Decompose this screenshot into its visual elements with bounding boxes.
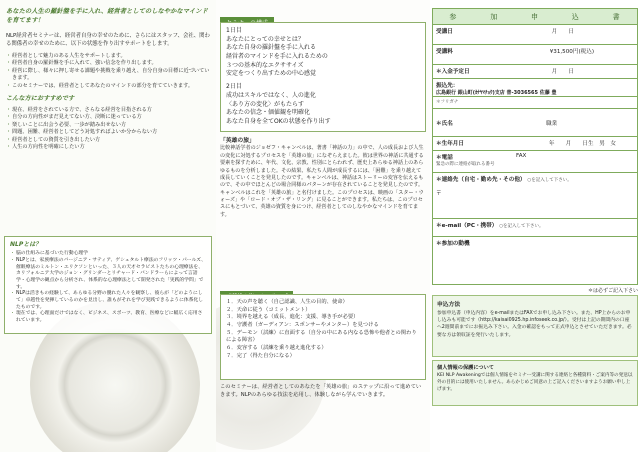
contact-label: ＊連絡先（自宅・勤め先・その他） (436, 177, 526, 183)
list-item: ・ 経営者としての資質を引き出したい方 (6, 137, 210, 145)
list-item: ・ 人生の方向性を明確にしたい方 (6, 144, 210, 152)
day2-item: あなたの信念・価値観を明確化 (226, 109, 311, 117)
day2-label: 2日目 (226, 83, 242, 91)
furigana-label: ＊フリガナ (436, 100, 459, 105)
contact-row[interactable] (432, 173, 638, 219)
deposit-row[interactable] (432, 65, 638, 79)
tel-label: ＊電話 (436, 155, 453, 161)
day1-item: あなたにとっての幸せとは？ (226, 35, 304, 43)
nlp-title: NLPとは？ (10, 241, 42, 248)
howto-text: 参加申込書（申込内容）をe-mailまたはFAXでお申し込み下さい。また、HP上からのお申し込みも可能です（http://kaisai0925.hp.infoseek.co.jp/）。受付は上記の期間内の口座へ2週間前までにお振込み下さい。入金の確認をもって正式申込とさせていただきます。必要な方は領収証を発行いたします。 (437, 311, 632, 338)
day2-item: 〈あり方の変化〉がもたらす (226, 100, 305, 108)
recommend-list (6, 107, 210, 152)
compose-box (220, 22, 426, 132)
list-item: ・ このセミナーでは、経営者としてあなたのマインドの部分を育てていきます。 (6, 83, 210, 91)
deposit-date: 月 日 (551, 69, 574, 75)
birth-row[interactable] (432, 137, 638, 151)
step-item: ５．デーモン（試練）に直面する（自分の中にある内なる恐怖や他者との関わりによる障害） (226, 329, 417, 344)
fee-value: ¥31,500円(税込) (549, 49, 594, 55)
furigana-row[interactable] (432, 97, 638, 109)
required-note: ＊は必ずご記入下さい (587, 288, 638, 294)
tel-row[interactable] (432, 151, 638, 173)
list-item: ・ NLPとは、家族療法のバージニア・サティア、ゲシュタルト療法のフリッツ・パールズ、催眠療法のミルトン・エリクソンといった、３人の天才セラピストたちの心理療法を、カリフォルニア大学のジョン・グリンダーとリチャード・バンドラーらによって言語学・心理学の観点から分析され、体系的な心理療法として開発された「実践的学問」です。 (10, 258, 206, 292)
day1-label: 1日目 (226, 27, 242, 34)
list-item: ・ 経営に際し、様々に押し寄せる課題や挑戦を乗り越え、自分自身の目標に近づいていきます。 (6, 68, 210, 83)
email-note: ○を記入して下さい。 (499, 224, 544, 229)
closing-text: このセミナーは、経営者としてのあなたを「英雄の旅」のステップに沿って進めていきます。NLPのあらゆる技法を応用し、体験しながら学んでいきます。 (220, 384, 422, 398)
name-label: ＊氏名 (436, 120, 453, 127)
tel-note: 緊急の際に連絡が取れる番号 (436, 162, 495, 167)
name-row[interactable] (432, 109, 638, 137)
list-item: ・ 脳の仕組みに基づいた行動心理学 (10, 251, 206, 258)
howto-label: 申込方法 (437, 302, 461, 308)
bank-row (432, 79, 638, 97)
deposit-label: ＊入金予定日 (436, 69, 470, 75)
step-item: １．天の声を聴く（自己認識、人生の目的、使命） (226, 299, 348, 305)
receipt-label: 受講日 (436, 29, 453, 35)
list-item: ・ 経営者として魅力のある人生をサポートします。 (6, 53, 210, 61)
bank-value: 広島銀行 銀山町(ｶﾅﾔﾏﾁｮｳ)支店 普-3036565 佐藤 豊 (436, 90, 557, 96)
list-item: ・ 経営者自身の羅針盤を手に入れて、強い信念を作り出します。 (6, 60, 210, 68)
motive-label: ＊参加の動機 (436, 241, 470, 247)
feature-list (6, 53, 210, 91)
step-item: ７．完了（得た自分になる） (226, 352, 295, 359)
day1-item: 安定をつくり出すための中心感覚 (226, 70, 317, 78)
privacy-box (432, 360, 638, 406)
intro-title: あなたの人生の羅針盤を手に入れ、経営者としてのしなやかなマインドを育てます！ (6, 8, 208, 24)
motive-row[interactable] (432, 237, 638, 285)
hero-title: 「英雄の旅」 (220, 138, 255, 144)
steps-box (220, 294, 426, 380)
step-item: ４．守護者（ガーディアン：スポンサーやメンター）を見つける (226, 322, 379, 329)
nlp-list (10, 251, 206, 325)
day1-item: あなた自身の羅針盤を手に入れる (226, 44, 317, 52)
list-item: ・ 現在、経営をされている方で、さらなる経営を目指される方 (6, 107, 210, 115)
day2-item: あなた自身を全てOKの状態を作り出す (226, 117, 331, 125)
day2-item: 成功はスキルではなく、人の進化 (226, 91, 316, 99)
list-item: ・ 自分の方向性がまだ見えてない方、決断に迷っている方 (6, 114, 210, 122)
postal-mark: 〒 (436, 191, 442, 197)
privacy-label: 個人情報の保護について (437, 365, 494, 371)
application-form (430, 0, 640, 452)
nlp-box (4, 236, 212, 334)
fee-label: 受講料 (436, 49, 453, 55)
step-item: ６．変容する（試練を乗り越え進化する） (226, 345, 327, 352)
list-item: ・ 現在では、心理面だけではなく、ビジネス、スポーツ、教育、医療などに幅広く応用されています。 (10, 311, 206, 324)
list-item: ・ NLPは活きもの経験して、あらゆる分野の優れた人々を観察し、彼らが「どのようにして」卓越性を発揮しているのかを見出し、誰もがそれを学び実践できるように体系化したものです。 (10, 291, 206, 311)
list-item: ・ 楽しいことに出会う必要、一歩が踏み出せない方 (6, 122, 210, 130)
left-panel (0, 0, 216, 452)
middle-panel (216, 0, 430, 452)
birth-label: ＊生年月日 (436, 141, 464, 147)
contact-note: ○を記入して下さい。 (527, 178, 572, 183)
email-row[interactable] (432, 219, 638, 237)
fax-label: FAX (516, 153, 527, 159)
receipt-row[interactable] (432, 25, 638, 45)
bank-label: 振込先： (436, 83, 459, 89)
privacy-text: KEI NLP Awakeningでは個人情報をセミナー受講に関する連絡と各種資料・ご案内等の発送以外の目的には使用いたしません。あらかじめご同意の上ご記入くださいますようお願い申し上げます。 (437, 373, 633, 392)
birth-value: 年 月 日生 男 女 (548, 141, 616, 147)
recommend-title: こんな方におすすめです (6, 95, 75, 103)
form-title: 参 加 申 込 書 (432, 8, 638, 25)
receipt-date: 月 日 (551, 29, 574, 35)
fee-row (432, 45, 638, 65)
step-item: ２．天命に従う（コミットメント） (226, 306, 311, 313)
howto-box (432, 295, 638, 357)
intro-text: NLP経営者セミナーは、経営者自身の幸せのために、さらにはスタッフ、会社、関わる関係者の幸せのために、以下の状態を作り出すサポートをします。 (6, 33, 210, 47)
day1-item: ３つの基本的なエクササイズ (226, 61, 304, 69)
occupation-label: 職業 (546, 120, 558, 127)
day1-item: 経営者のマインドを手に入れるための (226, 53, 328, 61)
list-item: ・ 問題、困難、経営者としてどう対処すればよいか分からない方 (6, 129, 210, 137)
email-label: ＊e-mail（PC・携帯） (436, 223, 498, 229)
step-item: ３．境界を越える（成長、進化：支援、導き手が必要） (226, 314, 359, 321)
hero-text: 比較神話学者のジョゼフ・キャンベルは、著書「神話の力」の中で、人の成長および人生の変化に対処するプロセスを「英雄の旅」になぞらえました。彼は世界の神話に共通する要素を探すために、年代、文化、宗教、性別にとらわれず、歴史上あらゆる神話上のあらゆるものを分析しました。その結果、私たち人間が成長するには、「困難」を乗り越えて成長していくことを発見したのです。キャンベルは、神話はストーリーの変容を伝えるもので、その中でほとんどの場合同様のパターンが存在されていることを発見したのです。キャンベルはこれを「英雄の旅」と名付けました。このプロセスは、映画の「スター・ウォーズ」や「ロード・オブ・ザ・リング」に見ることができます。私たちは、このプロセスにもとづいて、英雄の資質を身につけ、経営者としてのしなやかなマインドを育てます。 (220, 145, 424, 218)
